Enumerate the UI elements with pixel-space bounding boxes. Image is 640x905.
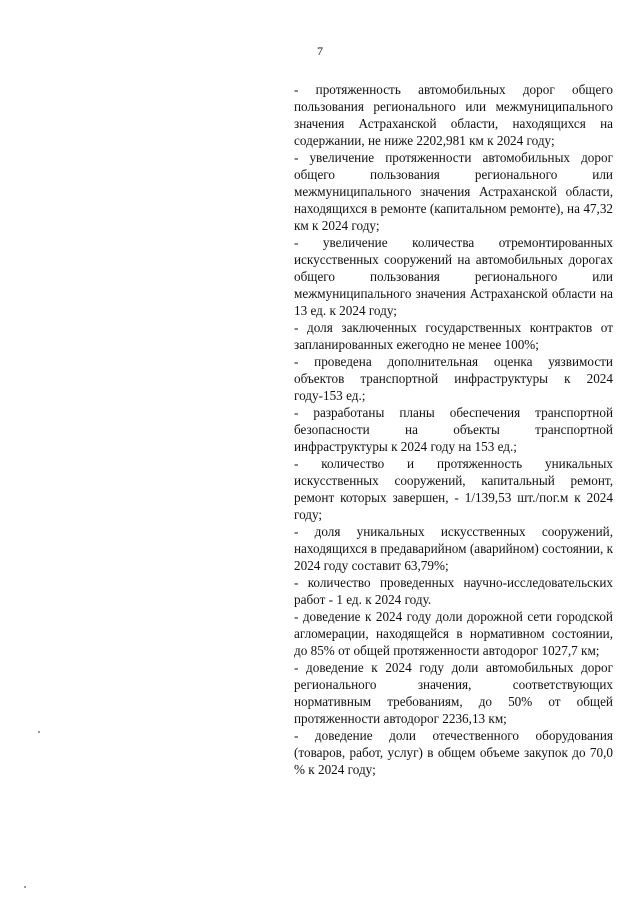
document-body	[294, 81, 613, 778]
paragraph-8: - доля уникальных искусственных сооружений, находящихся в предаварийном (аварийном) состоянии, к 2024 году составит 63,79%;	[294, 524, 613, 573]
scan-speck	[24, 886, 26, 888]
paragraph-4: - доля заключенных государственных контрактов от запланированных ежегодно не менее 100%;	[294, 320, 613, 352]
paragraph-5: - проведена дополнительная оценка уязвимости объектов транспортной инфраструктуры к 2024 году-153 ед.;	[294, 354, 613, 403]
paragraph-10: - доведение к 2024 году доли дорожной сети городской агломерации, находящейся в нормативном состоянии, до 85% от общей протяженности автодорог 1027,7 км;	[294, 609, 613, 658]
paragraph-7: - количество и протяженность уникальных искусственных сооружений, капитальный ремонт, ремонт которых завершен, - 1/139,53 шт./пог.м к 2024 году;	[294, 456, 613, 522]
paragraph-1: - протяженность автомобильных дорог общего пользования регионального или межмуниципального значения Астраханской области, находящихся на содержании, не ниже 2202,981 км к 2024 году;	[294, 82, 613, 148]
paragraph-6: - разработаны планы обеспечения транспортной безопасности на объекты транспортной инфраструктуры к 2024 году на 153 ед.;	[294, 405, 613, 454]
page-number: 7	[317, 44, 323, 58]
paragraph-12: - доведение доли отечественного оборудования (товаров, работ, услуг) в общем объеме закупок до 70,0 % к 2024 году;	[294, 728, 613, 777]
paragraph-9: - количество проведенных научно-исследовательских работ - 1 ед. к 2024 году.	[294, 575, 613, 607]
paragraph-3: - увеличение количества отремонтированных искусственных сооружений на автомобильных дорогах общего пользования регионального или межмуниципального значения Астраханской области на 13 ед. к 2024 году;	[294, 235, 613, 318]
scan-speck	[38, 731, 40, 733]
paragraph-11: - доведение к 2024 году доли автомобильных дорог регионального значения, соответствующих нормативным требованиям, до 50% от общей протяженности автодорог 2236,13 км;	[294, 660, 613, 726]
paragraph-2: - увеличение протяженности автомобильных дорог общего пользования регионального или межмуниципального значения Астраханской области, находящихся в ремонте (капитальном ремонте), на 47,32 км к 2024 году;	[294, 150, 613, 233]
